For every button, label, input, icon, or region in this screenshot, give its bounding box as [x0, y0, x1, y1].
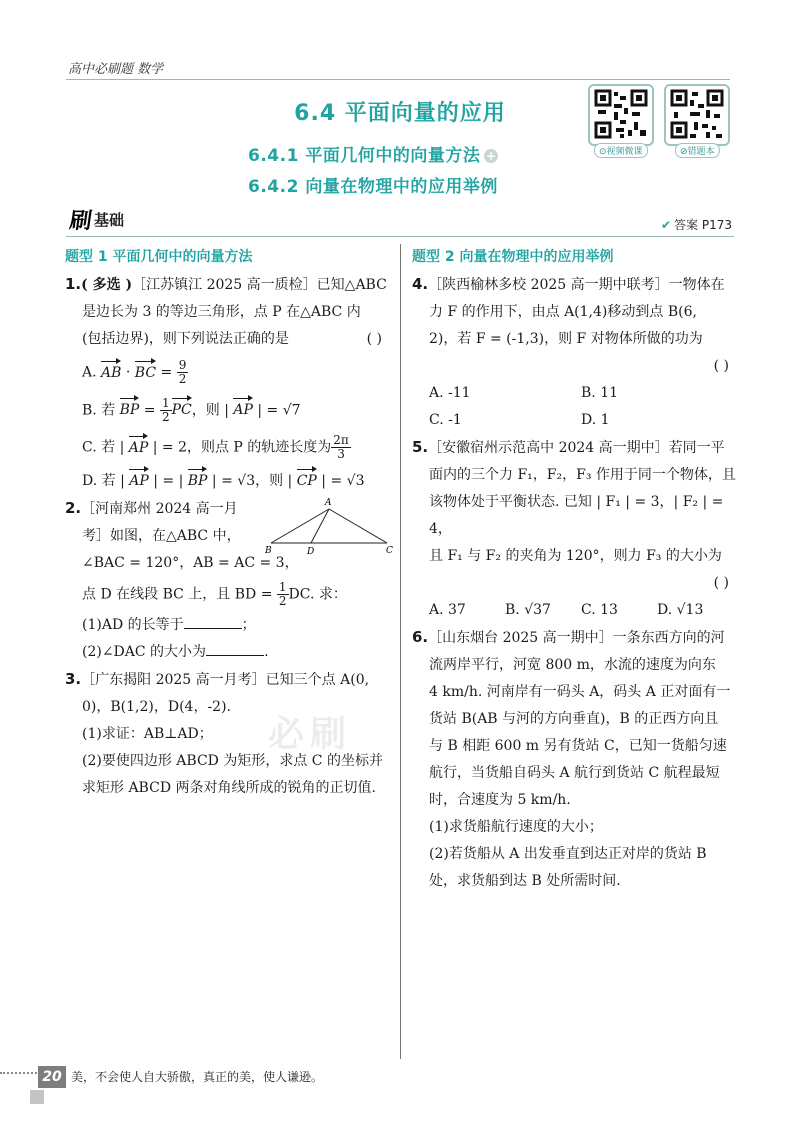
plus-circle-icon: +	[486, 149, 497, 163]
option-text: | = 2，则点 P 的轨迹长度为	[148, 439, 332, 456]
option-c: C. 13	[581, 602, 618, 618]
right-column	[412, 244, 737, 895]
question-1	[65, 271, 390, 495]
qr-label-video[interactable]	[594, 143, 648, 158]
side-ac	[329, 509, 387, 543]
question-number: 2.	[65, 498, 82, 517]
question-source: ［山东烟台 2025 高一期中］	[428, 630, 613, 646]
qr-code-video[interactable]	[588, 84, 654, 146]
vector: BP	[188, 468, 208, 495]
vector: AP	[129, 435, 149, 462]
sub-question: (2)若货船从 A 出发垂直到达正对岸的货站 B	[429, 846, 707, 862]
watermark: 必刷	[268, 714, 353, 755]
question-text: 该物体处于平衡状态. 已知 | F₁ | = 3，| F₂ | = 4，	[429, 494, 724, 537]
sub-question: 处，求货船到达 B 处所需时间.	[429, 873, 621, 889]
qr-label-errorbook-text: 错题本	[687, 147, 715, 157]
option-c: C. -1	[429, 412, 462, 428]
section-title-text: 6.4 平面向量的应用	[294, 101, 506, 126]
vector: BP	[120, 397, 140, 424]
sub-question: (2)要使四边形 ABCD 为矩形，求点 C 的坐标并	[82, 753, 383, 769]
question-number: 3.	[65, 670, 82, 688]
check-icon: ✔	[660, 218, 672, 232]
vector: BC	[135, 360, 156, 387]
topic-heading-2: 题型 2 向量在物理中的应用举例	[412, 249, 614, 265]
sub-question: (1)求货船航行速度的大小；	[429, 819, 603, 835]
triangle-figure	[265, 495, 395, 557]
question-text: 与 B 相距 600 m 另有货站 C，已知一货船匀速	[429, 738, 727, 754]
question-text: ∠BAC = 120°，AB = AC = 3，	[82, 554, 299, 571]
vector: PC	[172, 397, 192, 424]
page-decoration	[30, 1090, 44, 1104]
vector: AP	[129, 468, 149, 495]
footer-motto: 美，不会使人自大骄傲，真正的美，使人谦逊。	[71, 1070, 324, 1084]
option-label: B. 若	[82, 402, 120, 418]
option-b: B. √37	[505, 602, 551, 618]
option-c	[65, 434, 390, 462]
option-text: | = √7	[252, 402, 301, 418]
question-text: 面内的三个力 F₁，F₂，F₃ 作用于同一个物体，且	[429, 467, 736, 483]
option-d: D. 1	[581, 412, 610, 428]
label-c: C	[386, 545, 393, 556]
operator: ·	[121, 364, 135, 381]
errorbook-icon: ⊘	[680, 147, 688, 157]
brand-jichu: 基础	[94, 211, 125, 229]
question-number: 1.	[65, 275, 82, 293]
option-d	[65, 468, 390, 495]
question-text: 考］如图，在△ABC 中，	[82, 527, 241, 544]
question-text: 2)，若 F = (-1,3)，则 F 对物体所做的功为	[429, 331, 703, 347]
answer-reference-text: 答案 P173	[674, 218, 732, 232]
question-text: 4 km/h. 河南岸有一码头 A，码头 A 正对面有一	[429, 684, 731, 700]
question-text: 流两岸平行，河宽 800 m，水流的速度为向东	[429, 657, 716, 673]
question-text: 力 F 的作用下，由点 A(1,4)移动到点 B(6,	[429, 304, 697, 320]
option-text: | = |	[148, 472, 188, 489]
fraction	[177, 359, 189, 386]
question-text: 时，合速度为 5 km/h.	[429, 792, 571, 808]
question-source: ［江苏镇江 2025 高一质检］	[132, 277, 317, 293]
label-a: A	[325, 497, 332, 508]
fraction-numerator: 1	[278, 579, 287, 594]
option-text: ，则 |	[191, 402, 234, 418]
answer-blank[interactable]	[184, 614, 242, 629]
question-number: 5.	[412, 438, 429, 456]
fraction-numerator: 2π	[333, 433, 349, 447]
sub-question: (1)求证：AB⊥AD；	[82, 726, 213, 742]
option-d: D. √13	[657, 602, 704, 618]
question-text: 0)，B(1,2)，D(4，-2).	[82, 699, 231, 715]
question-text: DC. 求：	[288, 586, 347, 602]
qr-code-icon	[666, 86, 728, 144]
footer-dots	[0, 1072, 40, 1074]
subsection-title-1-text: 6.4.1 平面几何中的向量方法	[248, 146, 481, 166]
header-divider	[66, 79, 730, 80]
fraction	[277, 581, 289, 608]
column-divider	[400, 244, 401, 1059]
option-label: C. 若 |	[82, 439, 129, 456]
option-label: A.	[82, 364, 102, 381]
fraction-numerator: 9	[178, 358, 187, 372]
sub-question: (1)AD 的长等于	[82, 617, 184, 633]
option-label: D. 若 |	[82, 472, 130, 489]
brand-label	[67, 204, 125, 235]
subsection-title-2: 6.4.2 向量在物理中的应用举例	[248, 177, 498, 197]
fraction-numerator: 1	[162, 395, 170, 410]
brand-shua: 刷	[67, 209, 94, 234]
qr-code-icon	[590, 86, 652, 144]
option-text: | = √3	[316, 472, 365, 489]
question-number: 4.	[412, 275, 429, 293]
option-a: A. 37	[429, 602, 466, 618]
question-2	[65, 495, 393, 667]
question-5	[412, 434, 737, 624]
option-a	[65, 359, 390, 387]
label-d: D	[307, 546, 315, 557]
question-text: 货站 B(AB 与河的方向垂直)，B 的正西方向且	[429, 711, 719, 727]
question-text: 且 F₁ 与 F₂ 的夹角为 120°，则力 F₃ 的大小为	[429, 548, 722, 564]
qr-code-errorbook[interactable]	[664, 84, 730, 146]
question-text: 是边长为 3 的等边三角形，点 P 在△ABC 内	[82, 304, 361, 320]
question-text: 已知三个点 A(0,	[265, 672, 370, 688]
question-number: 6.	[412, 628, 429, 646]
vector: AB	[101, 360, 121, 387]
question-tag: ( 多选 )	[81, 277, 133, 293]
answer-reference	[661, 216, 732, 233]
answer-paren: ( )	[366, 331, 382, 347]
topic-heading-1: 题型 1 平面几何中的向量方法	[65, 249, 253, 265]
book-subtitle: 高中必刷题 数学	[68, 62, 164, 77]
fraction	[160, 397, 172, 424]
sub-question: (2)∠DAC 的大小为	[82, 644, 207, 660]
fraction	[331, 434, 351, 461]
answer-blank[interactable]	[206, 641, 264, 656]
question-text: 已知△ABC	[316, 277, 387, 293]
option-text: | = √3，则 |	[207, 472, 297, 489]
answer-paren: ( )	[713, 575, 729, 591]
question-6	[412, 624, 737, 895]
video-icon: ⊙	[599, 147, 607, 157]
fraction-denominator: 2	[178, 372, 187, 386]
answer-paren: ( )	[713, 358, 729, 374]
question-text: 航行，当货船自码头 A 航行到货站 C 航程最短	[429, 765, 720, 781]
question-text: (包括边界)，则下列说法正确的是	[82, 331, 289, 347]
vector: AP	[233, 397, 253, 424]
punctuation: ；	[241, 617, 256, 633]
question-source: ［广东揭阳 2025 高一月考］	[81, 672, 266, 688]
section-divider	[66, 236, 734, 237]
question-text: 若同一平	[668, 440, 725, 456]
fraction-denominator: 2	[278, 593, 287, 608]
option-b	[65, 397, 390, 425]
label-b: B	[265, 545, 272, 556]
fraction-denominator: 2	[162, 409, 170, 424]
question-source: ［河南郑州 2024 高一月	[81, 500, 238, 517]
option-a: A. -11	[429, 385, 471, 401]
operator: =	[139, 402, 160, 418]
fraction-denominator: 3	[337, 447, 345, 461]
question-4	[412, 271, 737, 434]
question-text: 一条东西方向的河	[612, 630, 725, 646]
option-b: B. 11	[581, 385, 619, 401]
question-source: ［陕西榆林多校 2025 高一期中联考］	[428, 277, 669, 293]
page-number: 20	[38, 1066, 66, 1088]
sub-question: 求矩形 ABCD 两条对角线所成的锐角的正切值.	[82, 780, 376, 796]
subsection-title-1	[248, 141, 498, 166]
question-text: 点 D 在线段 BC 上，且 BD =	[82, 586, 277, 602]
vector: CP	[297, 468, 317, 495]
operator: =	[156, 364, 177, 381]
qr-label-video-text: 视频微课	[606, 147, 643, 157]
punctuation: .	[264, 644, 269, 660]
qr-label-errorbook[interactable]	[675, 143, 720, 158]
question-source: ［安徽宿州示范高中 2024 高一期中］	[428, 440, 669, 456]
question-text: 一物体在	[668, 277, 725, 293]
